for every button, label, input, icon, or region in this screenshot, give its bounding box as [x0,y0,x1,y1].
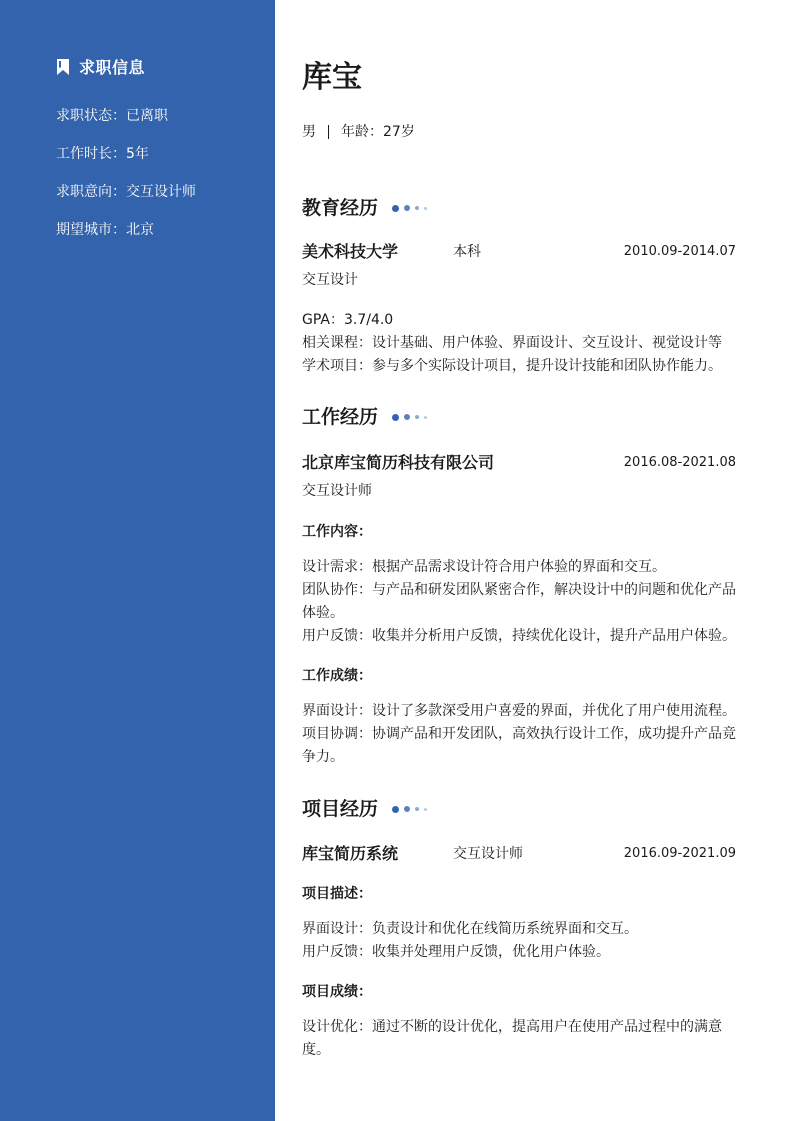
work-section-title [302,404,432,430]
job-status: 求职状态：已离职 [56,108,168,124]
education-section-title [302,195,432,221]
work-header [302,452,736,474]
work-duration: 工作时长：5年 [56,146,149,162]
work-date: 2016.08-2021.08 [623,455,736,470]
project-achievement-item: 设计优化：通过不断的设计优化，提高用户在使用产品过程中的满意度。 [302,1019,722,1058]
desired-city: 期望城市：北京 [56,222,154,238]
work-content-title: 工作内容： [302,524,372,540]
project-date: 2016.09-2021.09 [623,846,736,861]
academic-projects: 学术项目：参与多个实际设计项目，提升设计技能和团队协作能力。 [302,358,722,374]
project-header [302,843,736,865]
degree: 本科 [453,244,481,260]
major: 交互设计 [302,272,358,288]
dots-icon [392,205,432,212]
bookmark-icon [56,59,70,75]
education-date: 2010.09-2014.07 [623,244,736,259]
basic-info [302,122,415,142]
job-intention: 求职意向：交互设计师 [56,184,196,200]
work-content-item: 团队协作：与产品和研发团队紧密合作，解决设计中的问题和优化产品体验。 [302,582,736,621]
project-desc-title: 项目描述： [302,886,372,902]
project-name: 库宝简历系统 [302,844,399,863]
position: 交互设计师 [302,483,372,499]
school-name: 美术科技大学 [302,242,399,261]
project-role: 交互设计师 [453,846,523,862]
age: 年龄：27岁 [341,124,415,140]
dots-icon [392,414,432,421]
work-title-text: 工作经历 [302,406,379,428]
sidebar-title: 求职信息 [79,58,146,77]
education-title-text: 教育经历 [302,197,379,219]
work-achievement-item: 项目协调：协调产品和开发团队，高效执行设计工作，成功提升产品竞争力。 [302,726,736,765]
work-achievement-item: 界面设计：设计了多款深受用户喜爱的界面，并优化了用户使用流程。 [302,703,736,719]
sidebar-header [56,55,145,78]
work-achievement-title: 工作成绩： [302,668,372,684]
work-content-item: 用户反馈：收集并分析用户反馈，持续优化设计，提升产品用户体验。 [302,628,736,644]
candidate-name: 库宝 [302,60,362,95]
gpa: GPA：3.7/4.0 [302,312,394,328]
project-achievement-title: 项目成绩： [302,984,372,1000]
gender: 男 [302,124,316,140]
project-desc-item: 用户反馈：收集并处理用户反馈，优化用户体验。 [302,944,610,960]
work-content-item: 设计需求：根据产品需求设计符合用户体验的界面和交互。 [302,559,666,575]
divider [328,125,329,139]
project-section-title [302,796,432,822]
project-title-text: 项目经历 [302,798,379,820]
education-header [302,241,736,263]
dots-icon [392,806,432,813]
company-name: 北京库宝简历科技有限公司 [302,453,495,472]
courses: 相关课程：设计基础、用户体验、界面设计、交互设计、视觉设计等 [302,335,722,351]
project-desc-item: 界面设计：负责设计和优化在线简历系统界面和交互。 [302,921,638,937]
sidebar [0,0,275,1121]
